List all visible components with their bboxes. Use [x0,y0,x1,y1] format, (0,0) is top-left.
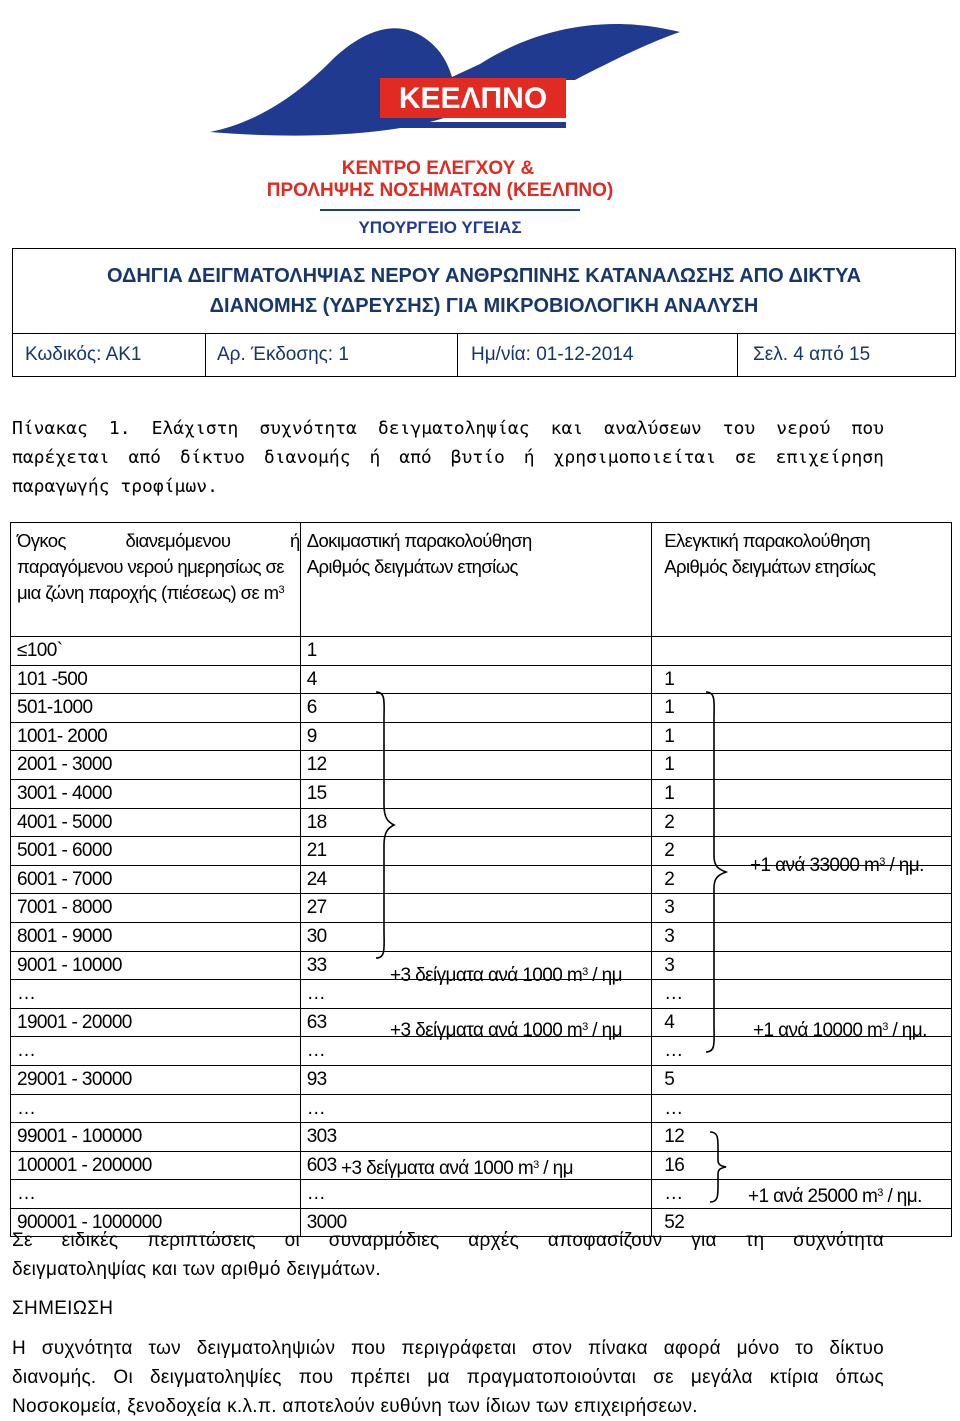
cell-check-samples: 12 [300,751,652,780]
cell-volume: … [11,1037,301,1066]
mid-note-2-text: +3 δείγματα ανά 1000 m [390,1020,583,1041]
header-volume-sup: 3 [278,584,284,596]
mid-note-3-unit: / ημ [538,1158,573,1179]
document-meta [13,334,955,376]
note1-line1: Σε ειδικές περιπτώσεις οι συναρμόδιες αρχές αποφασίζουν για τη συχνότητα [12,1230,884,1251]
caption-line2: παρέχεται από δίκτυο διανομής ή από βυτίο ή χρησιμοποιείται σε επιχείρηση [12,447,884,468]
cell-audit-samples: 52 [652,1208,952,1237]
header-volume-rest: παραγόμενου νερού ημερησίως σε μια ζώνη παροχής (πιέσεως) σε m [17,556,284,603]
right-note-3 [748,1186,922,1208]
table-row [11,751,952,780]
cell-check-samples: … [300,1180,652,1209]
right-note-1 [750,855,924,877]
header-volume [11,523,301,637]
logo-name-line2: ΠΡΟΛΗΨΗΣ ΝΟΣΗΜΑΤΩΝ (ΚΕΕΛΠΝΟ) [266,180,614,201]
table-row [11,894,952,923]
table-row [11,779,952,808]
cell-audit-samples: … [652,1180,952,1209]
cell-volume: 101 -500 [11,665,301,694]
cell-audit-samples: 3 [652,951,952,980]
cell-check-samples: … [300,1094,652,1123]
dove-logo-graphic [180,2,720,242]
right-note-2-text: +1 ανά 10000 m [753,1020,883,1041]
cell-audit-samples: 2 [652,837,952,866]
cell-audit-samples: 2 [652,808,952,837]
cell-audit-samples: 1 [652,779,952,808]
mid-note-2-sup: 3 [582,1021,588,1033]
table-row [11,1065,952,1094]
mid-note-2 [390,1020,622,1042]
cell-volume: 99001 - 100000 [11,1123,301,1152]
doc-page: Σελ. 4 από 15 [753,344,871,365]
header-check-line2: Αριθμός δειγμάτων ετησίως [306,556,518,577]
title-line2: ΔΙΑΝΟΜΗΣ (ΥΔΡΕΥΣΗΣ) ΓΙΑ ΜΙΚΡΟΒΙΟΛΟΓΙΚΗ ΑΝΑΛΥΣΗ [209,295,759,317]
header-volume-line1: Όγκος διανεμόμενου ή [17,530,300,551]
cell-check-samples: 93 [300,1065,652,1094]
cell-check-samples: 24 [300,865,652,894]
document-title [13,249,955,334]
right-note-2 [753,1020,927,1042]
doc-date: Ημ/νία: 01-12-2014 [471,344,634,365]
cell-audit-samples: … [652,980,952,1009]
note-paragraph-1 [12,1226,884,1284]
note2-line2: διανομής. Οι δειγματοληψίες που πρέπει μα πραγματοποιούνται σε μεγάλα κτίρια όπως [12,1367,884,1388]
cell-volume: 900001 - 1000000 [11,1208,301,1237]
note2-line3: Νοσοκομεία, ξενοδοχεία κ.λ.π. αποτελούν ευθύνη των ίδιων των επιχειρήσεων. [12,1396,698,1417]
cell-audit-samples: 3 [652,922,952,951]
cell-volume: 2001 - 3000 [11,751,301,780]
cell-check-samples: 18 [300,808,652,837]
document-header [12,248,956,377]
mid-note-3-text: +3 δείγματα ανά 1000 m [341,1158,534,1179]
cell-audit-samples: … [652,1037,952,1066]
right-note-1-unit: / ημ. [884,855,924,876]
table-row [11,1094,952,1123]
cell-audit-samples [652,637,952,666]
header-check-line1: Δοκιμαστική παρακολούθηση [306,530,532,551]
cell-check-samples: 15 [300,779,652,808]
brand-text: ΚΕΕΛΠΝΟ [398,82,548,115]
cell-check-samples: 9 [300,722,652,751]
mid-note-3-sup: 3 [533,1159,539,1171]
table-row [11,1123,952,1152]
brace-right-2 [706,1130,740,1204]
table-row [11,922,952,951]
brace-right-1 [700,690,740,1054]
cell-audit-samples: 1 [652,722,952,751]
table-row [11,808,952,837]
cell-check-samples: 603 [300,1151,652,1180]
right-note-1-sup: 3 [879,856,885,868]
note-paragraph-2 [12,1334,884,1421]
cell-volume: … [11,1094,301,1123]
cell-volume: 4001 - 5000 [11,808,301,837]
cell-volume: … [11,980,301,1009]
cell-volume: 29001 - 30000 [11,1065,301,1094]
header-audit-monitoring [652,523,952,637]
cell-volume: 100001 - 200000 [11,1151,301,1180]
cell-audit-samples: 2 [652,865,952,894]
note2-line1: Η συχνότητα των δειγματοληψιών που περιγράφεται στον πίνακα αφορά μόνο το δίκτυο [12,1338,884,1359]
table-row [11,722,952,751]
header-check-monitoring [300,523,652,637]
table-row [11,637,952,666]
right-note-3-unit: / ημ. [882,1186,922,1207]
right-note-2-sup: 3 [882,1021,888,1033]
cell-check-samples: … [300,1037,652,1066]
cell-check-samples: 33 [300,951,652,980]
table-caption [12,414,884,501]
brand-underline [380,122,566,128]
doc-edition: Αρ. Έκδοσης: 1 [217,344,349,365]
note1-line2: δειγματοληψίας και των αριθμό δειγμάτων. [12,1259,381,1280]
doc-code: Κωδικός: ΑΚ1 [25,344,142,365]
cell-volume: 3001 - 4000 [11,779,301,808]
table-row [11,665,952,694]
title-line1: ΟΔΗΓΙΑ ΔΕΙΓΜΑΤΟΛΗΨΙΑΣ ΝΕΡΟΥ ΑΝΘΡΩΠΙΝΗΣ ΚΑΤΑΝΑΛΩΣΗΣ ΑΠΟ ΔΙΚΤΥΑ [106,265,862,287]
mid-note-2-unit: / ημ [587,1020,622,1041]
cell-volume: 501-1000 [11,694,301,723]
cell-volume: 9001 - 10000 [11,951,301,980]
right-note-1-text: +1 ανά 33000 m [750,855,880,876]
cell-check-samples: 6 [300,694,652,723]
mid-note-1 [390,965,622,987]
cell-volume: 8001 - 9000 [11,922,301,951]
cell-volume: 1001- 2000 [11,722,301,751]
table-row [11,694,952,723]
meta-divider [457,334,458,376]
header-audit-line1: Ελεγκτική παρακολούθηση [664,530,870,551]
mid-note-3 [341,1158,573,1180]
note-heading: ΣΗΜΕΙΩΣΗ [12,1298,114,1319]
meta-divider [737,334,738,376]
cell-audit-samples: 3 [652,894,952,923]
cell-audit-samples: 16 [652,1151,952,1180]
cell-check-samples: 3000 [300,1208,652,1237]
cell-audit-samples: 12 [652,1123,952,1152]
mid-note-1-sup: 3 [582,966,588,978]
right-note-3-text: +1 ανά 25000 m [748,1186,878,1207]
meta-divider [205,334,206,376]
cell-check-samples: … [300,980,652,1009]
right-note-2-unit: / ημ. [887,1020,927,1041]
cell-check-samples: 63 [300,1008,652,1037]
header-audit-line2: Αριθμός δειγμάτων ετησίως [664,556,876,577]
keelpno-logo [180,2,720,242]
logo-ministry: ΥΠΟΥΡΓΕΙΟ ΥΓΕΙΑΣ [358,218,522,237]
cell-volume: 7001 - 8000 [11,894,301,923]
cell-audit-samples: 1 [652,665,952,694]
right-note-3-sup: 3 [877,1187,883,1199]
cell-check-samples: 30 [300,922,652,951]
cell-volume: 5001 - 6000 [11,837,301,866]
cell-audit-samples: 1 [652,751,952,780]
cell-volume: 6001 - 7000 [11,865,301,894]
cell-check-samples: 21 [300,837,652,866]
cell-audit-samples: 4 [652,1008,952,1037]
cell-audit-samples: … [652,1094,952,1123]
logo-name-line1: ΚΕΝΤΡΟ ΕΛΕΓΧΟΥ & [341,158,535,179]
cell-check-samples: 1 [300,637,652,666]
caption-line3: παραγωγής τροφίμων. [12,476,218,497]
cell-volume: … [11,1180,301,1209]
brace-middle-1 [370,690,410,960]
cell-check-samples: 4 [300,665,652,694]
cell-check-samples: 303 [300,1123,652,1152]
sampling-frequency-table [10,522,952,1237]
caption-line1: Πίνακας 1. Ελάχιστη συχνότητα δειγματοληψίας και αναλύσεων του νερού που [12,418,884,439]
cell-volume: ≤100` [11,637,301,666]
mid-note-1-text: +3 δείγματα ανά 1000 m [390,965,583,986]
table-header-row [11,523,952,637]
cell-audit-samples: 5 [652,1065,952,1094]
mid-note-1-unit: / ημ [587,965,622,986]
cell-check-samples: 27 [300,894,652,923]
cell-audit-samples: 1 [652,694,952,723]
cell-volume: 19001 - 20000 [11,1008,301,1037]
